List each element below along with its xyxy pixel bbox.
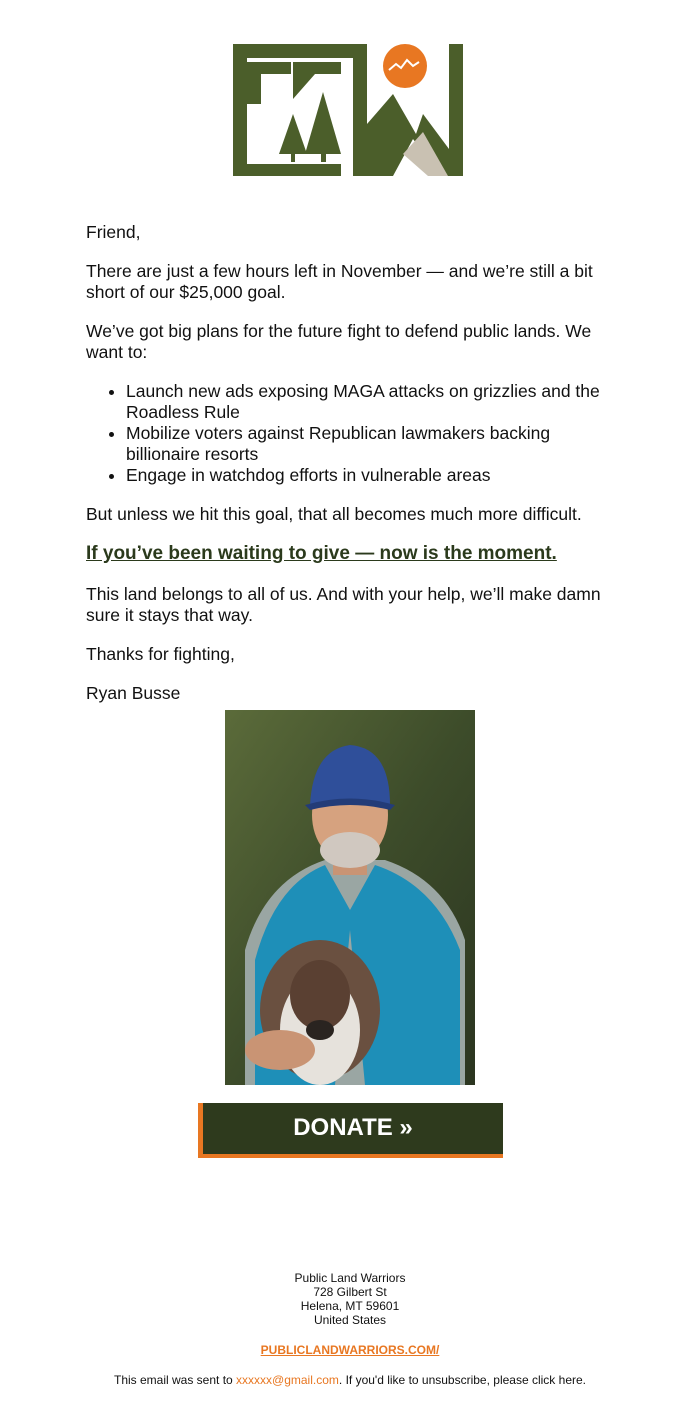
donate-cta-link[interactable]: If you’ve been waiting to give — now is the moment.	[86, 543, 557, 564]
footer-org: Public Land Warriors	[294, 1271, 406, 1285]
unsubscribe-text[interactable]: . If you'd like to unsubscribe, please click here.	[338, 1373, 586, 1387]
list-item: • Engage in watchdog efforts in vulnerable areas	[126, 465, 626, 486]
footer-sent-line	[0, 1373, 700, 1387]
footer-street: 728 Gilbert St	[313, 1285, 387, 1299]
paragraph-plans: We’ve got big plans for the future fight to defend public lands. We want to:	[86, 321, 592, 362]
plans-list	[86, 381, 626, 486]
signer-photo	[225, 710, 475, 1085]
footer-country: United States	[313, 1313, 387, 1327]
donate-button[interactable]: DONATE »	[198, 1103, 503, 1158]
signer-name: Ryan Busse	[86, 683, 181, 703]
paragraph-urgency: But unless we hit this goal, that all becomes much more difficult.	[86, 504, 582, 524]
greeting: Friend,	[86, 222, 141, 242]
signoff: Thanks for fighting,	[86, 644, 235, 664]
list-item: • Launch new ads exposing MAGA attacks on grizzlies and the Roadless Rule	[126, 381, 626, 423]
sun-icon	[383, 44, 427, 88]
sent-prefix: This email was sent to	[113, 1373, 237, 1387]
footer-city: Helena, MT 59601	[300, 1299, 400, 1313]
brand-logo	[233, 44, 463, 178]
recipient-email[interactable]: xxxxxx@gmail.com	[236, 1373, 339, 1387]
tree-icon	[305, 92, 341, 154]
email-body	[86, 222, 626, 722]
footer-address	[0, 1271, 700, 1327]
website-link[interactable]: PUBLICLANDWARRIORS.COM/	[260, 1343, 440, 1357]
paragraph-goal: There are just a few hours left in November — and we’re still a bit short of our $25,000 goal.	[86, 261, 593, 302]
paragraph-closing: This land belongs to all of us. And with your help, we’ll make damn sure it stays that way.	[86, 584, 601, 625]
list-item: • Mobilize voters against Republican lawmakers backing billionaire resorts	[126, 423, 626, 465]
